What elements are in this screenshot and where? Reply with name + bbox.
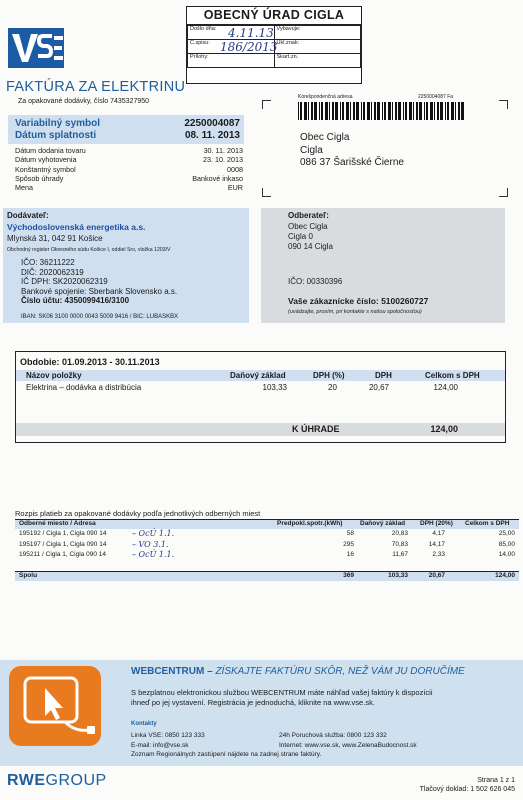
invoice-title: FAKTÚRA ZA ELEKTRINU (6, 79, 186, 95)
barcode-bar (346, 102, 349, 120)
invoice-subtitle: Za opakované dodávky, číslo 7435327950 (18, 98, 150, 105)
barcode-bar (451, 102, 454, 120)
col-tax-base: Daňový základ (230, 371, 286, 380)
supplier-bank: Bankové spojenie: Sberbank Slovensko a.s. (21, 286, 178, 296)
item-vat-rate: 20 (328, 383, 337, 392)
detail-value: EUR (227, 183, 243, 193)
customer-line: 090 14 Cigla (288, 241, 333, 251)
stamp-attachments-label: Prílohy: (190, 54, 209, 60)
total-bar (16, 423, 505, 436)
barcode-bar (392, 102, 393, 120)
barcode-bar (311, 102, 313, 120)
spec-col-base: Daňový základ (360, 520, 406, 527)
barcode-bar (321, 102, 323, 120)
customer-note: (uvádzajte, prosím, pri kontakte s našou spoločnosťou) (288, 309, 422, 315)
customer-line: Cigla 0 (288, 231, 313, 241)
col-vat-rate: DPH (%) (313, 371, 345, 380)
stamp-handled-label: Vybavuje: (276, 26, 301, 32)
barcode-bar (434, 102, 435, 120)
barcode-bar (353, 102, 355, 120)
barcode-bar (304, 102, 307, 120)
barcode-bar (329, 102, 330, 120)
barcode-bar (403, 102, 404, 120)
barcode-bar (395, 102, 397, 120)
table-row (15, 529, 519, 540)
barcode-bar (298, 102, 299, 120)
detail-key: Spôsob úhrady (15, 173, 64, 183)
barcode-bar (308, 102, 309, 120)
total-label: K ÚHRADE (292, 424, 340, 434)
barcode-bar (367, 102, 370, 120)
detail-key: Konštantný symbol (15, 164, 76, 174)
mailing-label: Korešpondenčná adresa (298, 94, 353, 100)
supplier-icdph: IČ DPH: SK2020062319 (21, 277, 108, 287)
barcode-bar (340, 102, 341, 120)
webcentrum-text (131, 688, 433, 708)
customer-box (261, 208, 505, 323)
mailing-address (300, 132, 404, 170)
barcode-bar (350, 102, 351, 120)
stamp-title: OBECNÝ ÚRAD CIGLA (187, 7, 361, 25)
items-table (15, 351, 506, 443)
spec-sum-vat: 20,67 (428, 572, 445, 579)
barcode-bar (335, 102, 338, 120)
address-corner-bl (262, 188, 271, 197)
stamp-received-label: Došlo dňa: (190, 26, 217, 32)
contacts-title: Kontakty (131, 721, 157, 727)
stamp-received-value: 4.11.13 (228, 26, 274, 40)
supplier-label: Dodávateľ: (7, 211, 49, 220)
barcode-bar (458, 102, 460, 120)
supplier-dic: DIČ: 2020062319 (21, 267, 84, 277)
detail-value: 0008 (227, 164, 243, 174)
spec-sum-kwh: 369 (343, 572, 354, 579)
detail-value: Bankové inkaso (192, 173, 243, 183)
barcode-bar (416, 102, 418, 120)
spec-sum-row (15, 571, 519, 581)
spec-total: 25,00 (498, 530, 515, 537)
supplier-register: Obchodný register Okresného súdu Košice I, oddiel Sro, vložka 1203/V (7, 247, 171, 253)
spec-title: Rozpis platieb za opakované dodávky podľa jednotlivých odberných miest (15, 509, 261, 518)
footer-meta (420, 776, 515, 794)
barcode-bar (314, 102, 317, 120)
barcode-bar (300, 102, 302, 120)
payment-summary (8, 115, 244, 144)
spec-base: 11,67 (392, 551, 408, 559)
barcode-bar (409, 102, 412, 120)
spec-base: 70,83 (391, 540, 408, 548)
supplier-iban: IBAN: SK06 3100 0000 0043 5009 9416 / BIC: LUBASKBX (21, 314, 179, 320)
spec-sum-base: 103,33 (388, 572, 408, 579)
spec-sum-label: Spolu (19, 572, 38, 579)
customer-number: Vaše zákaznícke číslo: 5100260727 (288, 296, 429, 306)
vs-value: 2250004087 (184, 118, 240, 129)
spec-handnote: – VO 3.1. (132, 539, 169, 549)
rwe-logo-brand: RWE (7, 772, 46, 789)
customer-ico: IČO: 00330396 (288, 277, 343, 286)
barcode-bar (440, 102, 443, 120)
stamp-shred-label: Škart.zn. (276, 54, 299, 60)
spec-col-vat: DPH (20%) (420, 520, 453, 527)
barcode-bar (447, 102, 449, 120)
barcode-bar (388, 102, 391, 120)
postal-barcode (298, 102, 468, 120)
mailing-line: Cigla (300, 144, 323, 156)
barcode-bar (461, 102, 464, 120)
detail-value: 30. 11. 2013 (203, 146, 243, 155)
spec-kwh: 58 (346, 530, 354, 537)
contact-fault-line: 24h Poruchová služba: 0800 123 332 (279, 732, 387, 739)
address-corner-tl (262, 100, 271, 109)
registry-stamp (186, 6, 362, 84)
items-header (16, 370, 505, 381)
barcode-bar (405, 102, 407, 120)
spec-total: 14,00 (498, 551, 515, 559)
table-row (16, 383, 505, 394)
supplier-name: Východoslovenská energetika a.s. (7, 222, 146, 232)
barcode-bar (377, 102, 380, 120)
contact-web: Internet: www.vse.sk, www.ZelenaBudocnost.sk (279, 741, 417, 749)
spec-vat: 14,17 (428, 540, 445, 548)
table-row (15, 540, 519, 551)
barcode-bar (319, 102, 320, 120)
mailing-line: Obec Cigla (300, 132, 350, 143)
barcode-bar (361, 102, 362, 120)
spec-vat: 4,17 (432, 530, 445, 537)
spec-handnote: – OcÚ 1.1. (132, 550, 175, 560)
spec-col-place: Odberné miesto / Adresa (19, 520, 96, 527)
webcentrum-text-line: ihneď po jej vystavení. Registrácia je jednoduchá, kliknite na www.vse.sk. (131, 698, 375, 707)
barcode-bar (342, 102, 344, 120)
supplier-account: Číslo účtu: 4350099416/3100 (21, 296, 130, 306)
barcode-bar (445, 102, 446, 120)
customer-address (288, 222, 333, 251)
spec-vat: 2,33 (432, 551, 445, 559)
print-number: Tlačový doklad: 1 502 626 045 (419, 786, 515, 793)
customer-line: Obec Cigla (288, 222, 328, 231)
due-label: Dátum splatnosti (15, 130, 97, 141)
supplier-box (3, 208, 249, 323)
supplier-address: Mlynská 31, 042 91 Košice (7, 234, 103, 243)
barcode-bar (419, 102, 422, 120)
barcode-bar (398, 102, 401, 120)
item-name: Elektrina – dodávka a distribúcia (26, 383, 142, 392)
col-vat: DPH (375, 371, 392, 380)
barcode-bar (363, 102, 365, 120)
webcentrum-headline-brand: WEBCENTRUM – (131, 666, 216, 677)
contact-phone: Linka VSE: 0850 123 333 (131, 732, 205, 739)
spec-place: 195192 / Cigla 1, Cigla 090 14 (19, 530, 107, 537)
mailing-line: 086 37 Šarišské Čierne (300, 157, 404, 168)
page-number: Strana 1 z 1 (477, 777, 515, 784)
detail-key: Mena (15, 183, 33, 193)
webcentrum-text-line: S bezplatnou elektronickou službou WEBCENTRUM máte náhľad vašej faktúry k dispozícii (131, 688, 433, 697)
total-value: 124,00 (430, 424, 458, 434)
spec-rows (15, 529, 519, 561)
detail-key: Dátum vyhotovenia (15, 155, 77, 165)
supplier-ids (21, 258, 177, 306)
rwe-logo (7, 772, 107, 790)
stamp-file-label: Č.spisu: (190, 40, 210, 46)
vse-logo (8, 28, 64, 68)
item-vat: 20,67 (368, 383, 389, 392)
spec-place: 195197 / Cigla 1, Cigla 090 14 (19, 540, 107, 548)
spec-kwh: 295 (343, 540, 354, 548)
invoice-details (15, 146, 243, 192)
supplier-ico: IČO: 36211222 (21, 258, 75, 267)
detail-key: Dátum dodania tovaru (15, 146, 86, 155)
barcode-bar (430, 102, 433, 120)
item-base: 103,33 (262, 383, 287, 392)
contacts-right (279, 731, 417, 750)
barcode-bar (455, 102, 456, 120)
barcode-bar (332, 102, 334, 120)
due-value: 08. 11. 2013 (184, 130, 240, 141)
rwe-logo-group: GROUP (45, 772, 107, 789)
barcode-bar (382, 102, 383, 120)
barcode-bar (356, 102, 359, 120)
contact-email: E-mail: info@vse.sk (131, 741, 189, 749)
customer-label: Odberateľ: (288, 211, 329, 220)
address-corner-br (499, 188, 508, 197)
stamp-grid (187, 25, 361, 68)
detail-value: 23. 10. 2013 (203, 155, 243, 165)
barcode-bar (437, 102, 439, 120)
table-row (15, 550, 519, 561)
vs-label: Variabilný symbol (15, 118, 101, 129)
spec-handnote: – OcÚ 1.1. (132, 529, 175, 538)
contact-regions: Zoznam Regionálnych zastúpení nájdete na zadnej strane faktúry. (131, 751, 322, 758)
mailing-code: 2250004087 Fa (418, 94, 454, 100)
spec-place: 195211 / Cigla 1, Cigla 090 14 (19, 551, 106, 559)
spec-col-total: Celkom s DPH (465, 520, 510, 527)
item-total: 124,00 (433, 383, 458, 392)
spec-base: 20,83 (391, 530, 408, 537)
barcode-bar (426, 102, 428, 120)
billing-period: Obdobie: 01.09.2013 - 30.11.2013 (20, 357, 160, 367)
webcentrum-icon (7, 664, 103, 748)
barcode-bar (325, 102, 328, 120)
col-total: Celkom s DPH (425, 371, 480, 380)
barcode-bar (374, 102, 376, 120)
spec-table (15, 519, 519, 580)
webcentrum-headline (131, 666, 465, 677)
barcode-bar (413, 102, 414, 120)
barcode-bar (424, 102, 425, 120)
col-item-name: Názov položky (26, 371, 82, 380)
stamp-stored-label: Ukl.znak: (276, 40, 300, 46)
barcode-bar (371, 102, 372, 120)
barcode-bar (384, 102, 386, 120)
stamp-file-value: 186/2013 (220, 40, 278, 54)
address-corner-tr (499, 100, 508, 109)
webcentrum-headline-claim: ZÍSKAJTE FAKTÚRU SKÔR, NEŽ VÁM JU DORUČÍME (215, 666, 465, 677)
spec-total: 85,00 (498, 540, 515, 548)
spec-sum-total: 124,00 (495, 572, 515, 579)
spec-kwh: 16 (346, 551, 354, 559)
spec-header (15, 519, 519, 529)
spec-col-kwh: Predpokl.spotr.(kWh) (277, 520, 343, 527)
